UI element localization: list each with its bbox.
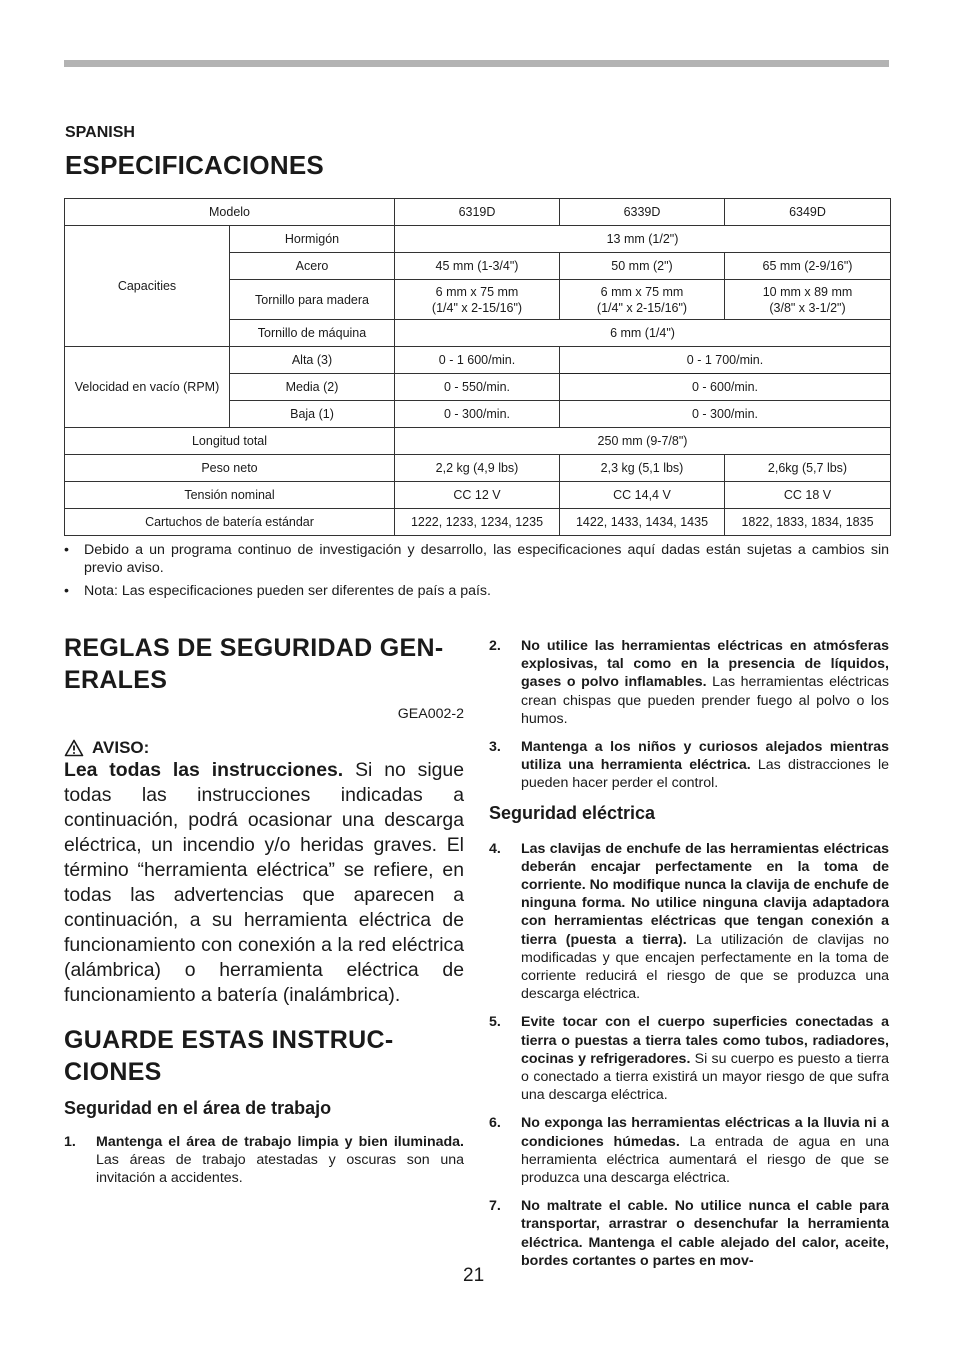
- table-cell: Hormigón: [230, 226, 395, 253]
- note-text: Debido a un programa continuo de investigación y desarrollo, las especificaciones aquí dadas están sujetas a cambios sin previo aviso.: [84, 542, 889, 576]
- cell-line: (3/8" x 3-1/2"): [769, 300, 846, 315]
- item-bold: No exponga las herramientas eléctricas a la lluvia ni a condiciones húmedas.: [521, 1115, 889, 1150]
- table-cell: 6349D: [725, 199, 891, 226]
- list-item: [489, 1197, 889, 1270]
- table-row: [65, 455, 891, 482]
- item-text: Si su cuerpo es puesto a tierra o conectado a tierra existirá un mayor riesgo de que sufra una descarga eléctrica.: [521, 1050, 889, 1104]
- table-cell: Modelo: [65, 199, 395, 226]
- item-number: 5.: [489, 1014, 501, 1031]
- item-bold: Mantenga el área de trabajo limpia y bien iluminada.: [96, 1134, 464, 1150]
- table-cell: Media (2): [230, 374, 395, 401]
- item-bold: Mantenga a los niños y curiosos alejados mientras utiliza una herramienta eléctrica.: [521, 739, 889, 774]
- cell-line: 6 mm x 75 mm: [600, 284, 684, 299]
- table-cell: 1822, 1833, 1834, 1835: [725, 509, 891, 536]
- table-cell: 2,3 kg (5,1 lbs): [560, 455, 725, 482]
- save-instructions-title: [64, 1024, 464, 1088]
- list-item: [64, 541, 889, 577]
- item-bold: Las clavijas de enchufe de las herramientas eléctricas deberán encajar perfectamente en la toma de corriente. No modifique nunca la clavija de enchufe de ninguna forma. No utilice ninguna clavija adaptadora con herramientas eléctricas que tengan conexión a tierra (puesta a tierra).: [521, 840, 889, 948]
- table-cell: 250 mm (9-7/8"): [395, 428, 891, 455]
- spec-notes: [64, 541, 889, 605]
- list-item: [489, 840, 889, 1004]
- table-row: [65, 347, 891, 374]
- table-cell: 6339D: [560, 199, 725, 226]
- item-text: La utilización de clavijas no modificadas y que encajen perfectamente en la toma de corriente reducirá el riesgo de que se produzca una descarga eléctrica.: [521, 931, 889, 1003]
- item-text: Las distracciones le pueden hacer perder el control.: [521, 757, 889, 792]
- table-cell: 2,2 kg (4,9 lbs): [395, 455, 560, 482]
- table-row: [65, 199, 891, 226]
- table-cell: Longitud total: [65, 428, 395, 455]
- table-cell: Tornillo para madera: [230, 280, 395, 320]
- warning-label: AVISO:: [92, 738, 150, 757]
- warning-paragraph: [64, 758, 464, 1008]
- table-cell: [560, 280, 725, 320]
- table-row: [65, 509, 891, 536]
- bullet-icon: •: [64, 583, 69, 599]
- warning-lead-bold: Lea todas las instrucciones.: [64, 759, 344, 781]
- list-item: [489, 637, 889, 728]
- table-cell: [395, 280, 560, 320]
- table-cell: 6319D: [395, 199, 560, 226]
- warning-triangle-icon: [64, 739, 84, 757]
- cell-line: 10 mm x 89 mm: [762, 284, 853, 299]
- title-line: CIONES: [64, 1058, 162, 1086]
- table-cell: Velocidad en vacío (RPM): [65, 347, 230, 428]
- table-row: [65, 428, 891, 455]
- top-rule: [64, 60, 889, 67]
- table-cell: 0 - 300/min.: [395, 401, 560, 428]
- page-number: 21: [463, 1265, 485, 1286]
- item-text: La entrada de agua en una herramienta eléctrica aumentará el riesgo de que se produzca una descarga eléctrica.: [521, 1133, 889, 1187]
- electrical-safety-heading: Seguridad eléctrica: [489, 802, 656, 823]
- table-cell: Tensión nominal: [65, 482, 395, 509]
- item-number: 4.: [489, 840, 501, 857]
- warning-lead-text: Si no sigue todas las instrucciones indicadas a continuación, podrá ocasionar una descarga eléctrica, un incendio y/o heridas graves. El término “herramienta eléctrica” se refiere, en todas las advertencias que aparecen a continuación, a su herramienta eléctrica de funcionamiento con conexión a la red eléctrica (alámbrica) o herramienta eléctrica de funcionamiento a batería (inalámbrica).: [64, 759, 464, 1006]
- table-cell: Tornillo de máquina: [230, 320, 395, 347]
- table-cell: 0 - 1 600/min.: [395, 347, 560, 374]
- safety-rules-title: [64, 632, 464, 696]
- list-item: [489, 1013, 889, 1104]
- table-cell: Capacities: [65, 226, 230, 347]
- warning-heading: [64, 738, 464, 758]
- item-number: 7.: [489, 1198, 501, 1215]
- list-item: [64, 1133, 464, 1188]
- specifications-title: ESPECIFICACIONES: [65, 150, 324, 180]
- table-cell: 13 mm (1/2"): [395, 226, 891, 253]
- title-line: ERALES: [64, 666, 168, 694]
- table-row: [65, 226, 891, 253]
- table-cell: CC 18 V: [725, 482, 891, 509]
- cell-line: 6 mm x 75 mm: [435, 284, 519, 299]
- table-cell: Cartuchos de batería estándar: [65, 509, 395, 536]
- item-bold: No maltrate el cable. No utilice nunca el cable para transportar, arrastrar o desenchufar la herramienta eléctrica. Mantenga el cable alejado del calor, aceite, bordes cortantes o partes en mov-: [521, 1198, 889, 1269]
- title-line: GUARDE ESTAS INSTRUC-: [64, 1026, 394, 1054]
- table-cell: 65 mm (2-9/16"): [725, 253, 891, 280]
- title-line: REGLAS DE SEGURIDAD GEN-: [64, 634, 444, 662]
- item-number: 3.: [489, 739, 501, 756]
- table-cell: Baja (1): [230, 401, 395, 428]
- table-row: [65, 482, 891, 509]
- table-cell: 45 mm (1-3/4"): [395, 253, 560, 280]
- left-column: [64, 632, 464, 1202]
- language-label: SPANISH: [65, 124, 135, 141]
- list-item: [489, 738, 889, 793]
- table-cell: CC 12 V: [395, 482, 560, 509]
- table-cell: 0 - 600/min.: [560, 374, 891, 401]
- work-area-heading: Seguridad en el área de trabajo: [64, 1098, 332, 1118]
- specifications-table: [64, 198, 891, 536]
- item-bold: No utilice las herramientas eléctricas en atmósferas explosivas, tal como en la presencia de líquidos, gases o polvo inflamables.: [521, 638, 889, 691]
- item-number: 1.: [64, 1134, 76, 1150]
- cell-line: (1/4" x 2-15/16"): [431, 300, 523, 315]
- table-cell: CC 14,4 V: [560, 482, 725, 509]
- table-cell: 50 mm (2"): [560, 253, 725, 280]
- document-code: GEA002-2: [397, 706, 464, 722]
- table-cell: [725, 280, 891, 320]
- table-cell: 0 - 550/min.: [395, 374, 560, 401]
- table-cell: 6 mm (1/4"): [395, 320, 891, 347]
- table-cell: Peso neto: [65, 455, 395, 482]
- bullet-icon: •: [64, 542, 69, 558]
- cell-line: (1/4" x 2-15/16"): [596, 300, 688, 315]
- table-cell: 2,6kg (5,7 lbs): [725, 455, 891, 482]
- table-cell: 0 - 1 700/min.: [560, 347, 891, 374]
- table-cell: Acero: [230, 253, 395, 280]
- item-number: 6.: [489, 1115, 501, 1132]
- note-text: Nota: Las especificaciones pueden ser diferentes de país a país.: [84, 583, 491, 599]
- table-cell: Alta (3): [230, 347, 395, 374]
- table-cell: 1222, 1233, 1234, 1235: [395, 509, 560, 536]
- item-text: Las herramientas eléctricas crean chispas que pueden prender fuego al polvo o los humos.: [521, 674, 889, 727]
- item-number: 2.: [489, 638, 501, 654]
- list-item: [64, 582, 889, 600]
- item-bold: Evite tocar con el cuerpo superficies conectadas a tierra o puestas a tierra tales como tubos, radiadores, cocinas y refrigeradores.: [521, 1014, 889, 1067]
- list-item: [489, 1114, 889, 1187]
- right-column: [489, 637, 889, 1280]
- item-text: Las áreas de trabajo atestadas y oscuras son una invitación a accidentes.: [96, 1152, 464, 1187]
- table-cell: 0 - 300/min.: [560, 401, 891, 428]
- table-cell: 1422, 1433, 1434, 1435: [560, 509, 725, 536]
